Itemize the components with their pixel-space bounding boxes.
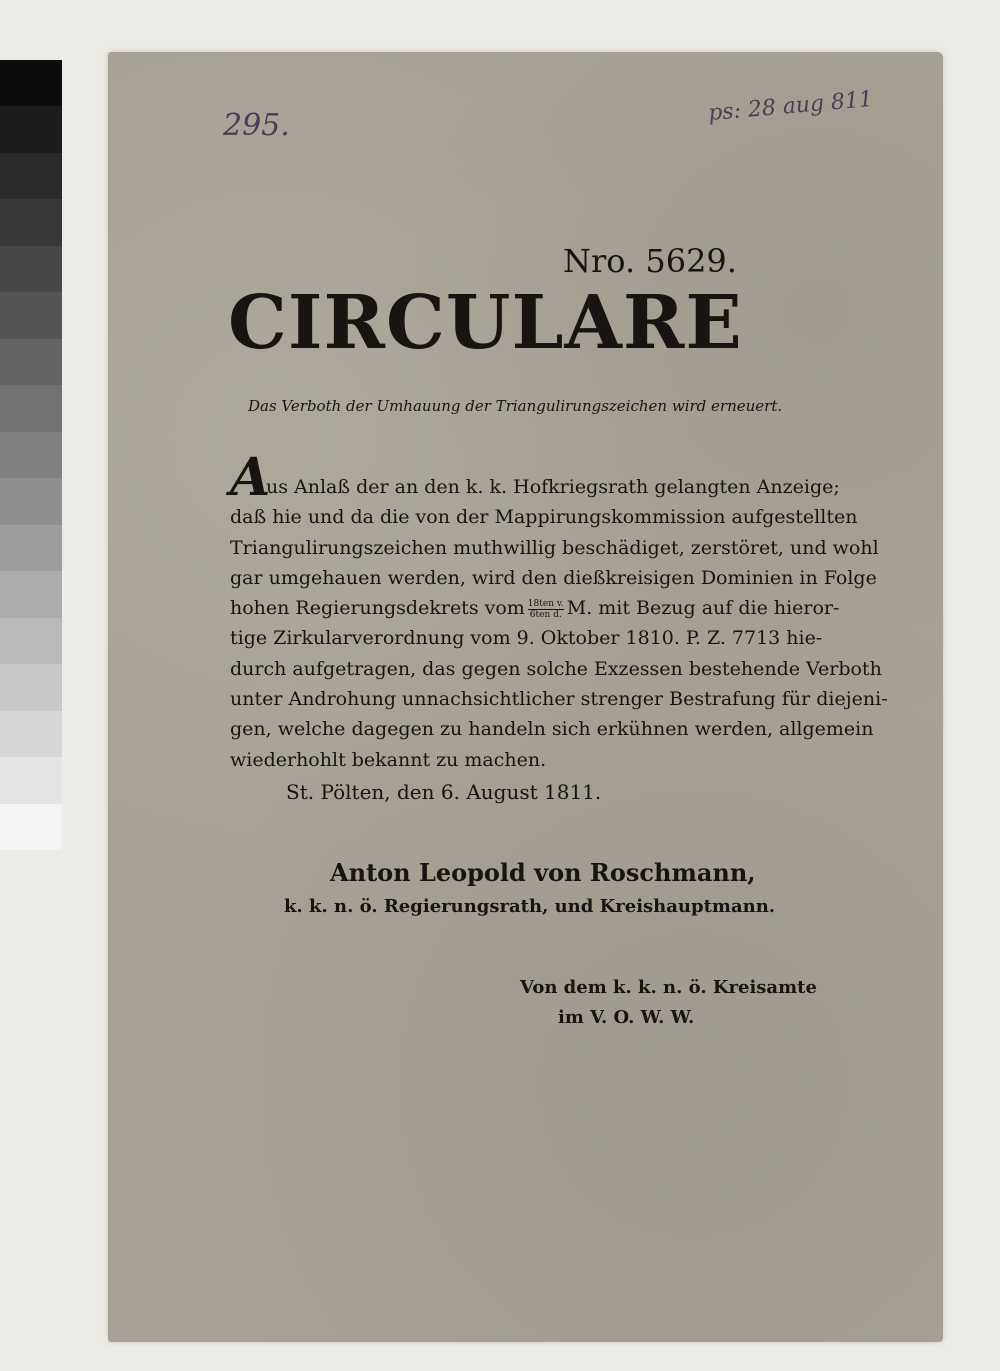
fraction-bottom: 6ten d. [529, 609, 562, 620]
body-line-part: hohen Regierungsdekrets vom [230, 597, 525, 620]
body-line-part: M. mit Bezug auf die hieror- [566, 597, 840, 620]
place-and-date: St. Pölten, den 6. August 1811. [286, 780, 602, 804]
body-line [230, 593, 840, 623]
fraction-top: 18ten v. [527, 598, 564, 609]
marginal-note-right: ps: 28 aug 811 [707, 86, 874, 127]
body-line: unter Androhung unnachsichtlicher strenger Bestrafung für diejeni- [230, 688, 888, 711]
body-line: Triangulirungszeichen muthwillig beschädiget, zerstöret, und wohl [230, 536, 879, 559]
grayscale-calibration-strip [0, 60, 62, 850]
body-line: daß hie und da die von der Mappirungskommission aufgestellten [230, 506, 858, 529]
body-line: tige Zirkularverordnung vom 9. Oktober 1810. P. Z. 7713 hie- [230, 627, 823, 650]
body-line: gen, welche dagegen zu handeln sich erkühnen werden, allgemein [230, 718, 874, 741]
document-title: CIRCULARE [228, 280, 743, 366]
date-fraction [528, 599, 564, 620]
marginal-note-left: 295. [223, 108, 290, 143]
signer-title: k. k. n. ö. Regierungsrath, und Kreishauptmann. [284, 896, 776, 917]
body-line: gar umgehauen werden, wird den dießkreisigen Dominien in Folge [230, 566, 877, 589]
body-line: durch aufgetragen, das gegen solche Exzessen bestehende Verboth [230, 657, 882, 680]
signer-name: Anton Leopold von Roschmann, [330, 858, 756, 887]
issuing-office-line1: Von dem k. k. n. ö. Kreisamte [520, 977, 817, 998]
body-line: us Anlaß der an den k. k. Hofkriegsrath gelangten Anzeige; [266, 476, 840, 498]
body-text [230, 472, 888, 775]
body-line: wiederhohlt bekannt zu machen. [230, 748, 547, 771]
decorative-initial: A [230, 447, 271, 508]
document-subtitle: Das Verboth der Umhauung der Triangulirungszeichen wird erneuert. [248, 397, 783, 415]
circular-number: Nro. 5629. [563, 242, 737, 280]
document-sheet [108, 52, 943, 1342]
issuing-office-line2: im V. O. W. W. [558, 1007, 695, 1028]
